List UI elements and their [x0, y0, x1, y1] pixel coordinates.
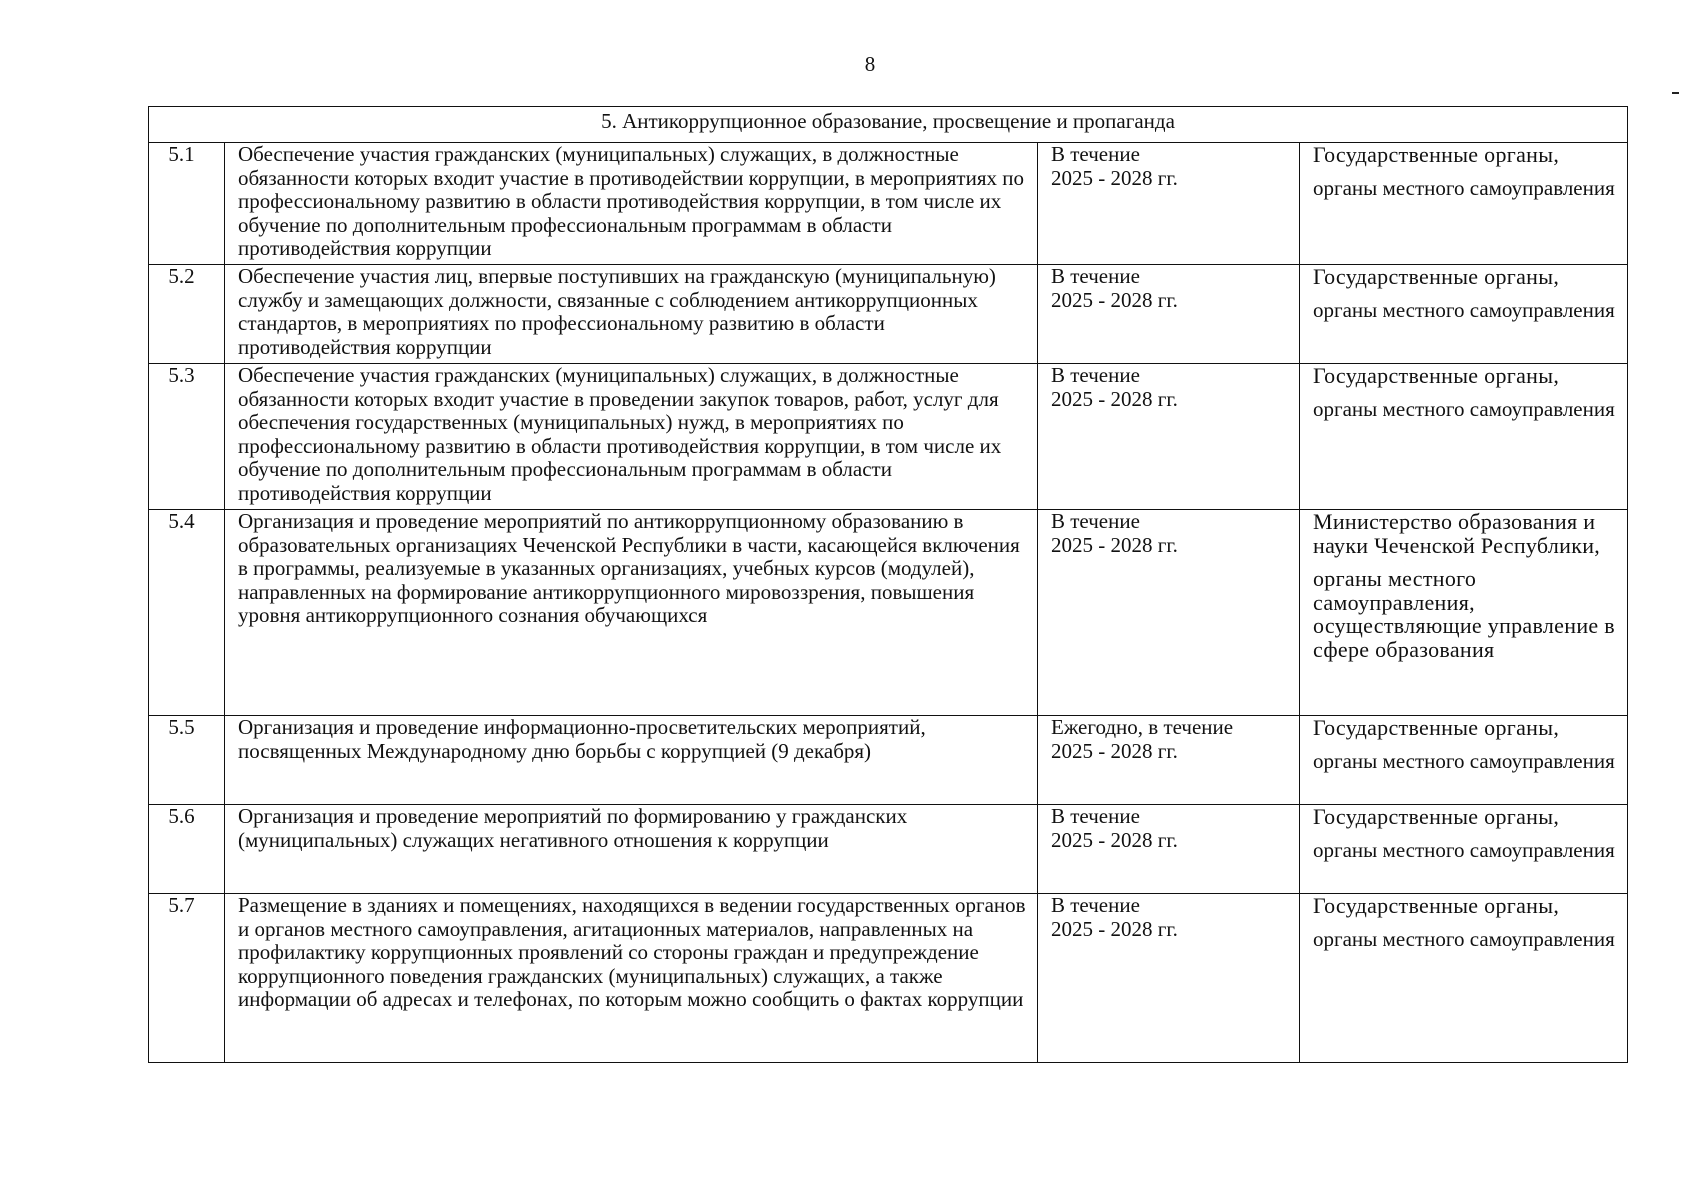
period-cell — [1038, 143, 1300, 265]
period-line: 2025 - 2028 гг. — [1051, 532, 1178, 557]
period-line: В течение — [1051, 142, 1140, 166]
row-number: 5.5 — [149, 716, 225, 805]
table-row — [149, 364, 1628, 510]
action-text: Обеспечение участия гражданских (муниципальных) служащих, в должностные обязанности которых входит участие в проведении закупок товаров, работ, услуг для обеспечения государственных (муниципальных) нужд, в мероприятиях по профессиональному развитию в области противодействия коррупции, в том числе их обучение по дополнительным профессиональным программам в области противодействия коррупции — [225, 364, 1038, 510]
period-line: 2025 - 2028 гг. — [1051, 165, 1178, 190]
period-cell — [1038, 265, 1300, 364]
period-line: 2025 - 2028 гг. — [1051, 827, 1178, 852]
executor: Государственные органы, — [1313, 715, 1560, 740]
row-number: 5.1 — [149, 143, 225, 265]
action-plan-table — [148, 106, 1628, 1063]
table-row — [149, 143, 1628, 265]
action-text: Обеспечение участия лиц, впервые поступивших на гражданскую (муниципальную) службу и замещающих должности, связанные с соблюдением антикоррупционных стандартов, в мероприятиях по профессиональному развитию в области противодействия коррупции — [225, 265, 1038, 364]
row-number: 5.6 — [149, 805, 225, 894]
action-text: Организация и проведение информационно-просветительских мероприятий, посвященных Международному дню борьбы с коррупцией (9 декабря) — [225, 716, 1038, 805]
period-line: Ежегодно, в течение — [1051, 715, 1234, 739]
row-number: 5.7 — [149, 894, 225, 1063]
action-text: Обеспечение участия гражданских (муниципальных) служащих, в должностные обязанности которых входит участие в противодействии коррупции, в мероприятиях по профессиональному развитию в области противодействия коррупции, в том числе их обучение по дополнительным профессиональным программам в области противодействия коррупции — [225, 143, 1038, 265]
executor: Государственные органы, — [1313, 893, 1560, 918]
period-cell — [1038, 805, 1300, 894]
executor: органы местного самоуправления — [1313, 837, 1615, 862]
period-cell — [1038, 510, 1300, 716]
period-line: В течение — [1051, 893, 1140, 917]
row-number: 5.4 — [149, 510, 225, 716]
period-cell — [1038, 364, 1300, 510]
period-cell — [1038, 716, 1300, 805]
period-line: В течение — [1051, 804, 1140, 828]
table-row — [149, 510, 1628, 716]
executor: органы местного самоуправления — [1313, 926, 1615, 951]
section-title: 5. Антикоррупционное образование, просвещение и пропаганда — [149, 107, 1628, 143]
action-text: Размещение в зданиях и помещениях, находящихся в ведении государственных органов и органов местного самоуправления, агитационных материалов, направленных на профилактику коррупционных проявлений со стороны граждан и предупреждение коррупционного поведения гражданских (муниципальных) служащих, а также информации об адресах и телефонах, по которым можно сообщить о фактах коррупции — [225, 894, 1038, 1063]
executor: Государственные органы, — [1313, 363, 1560, 388]
executor: Министерство образования и науки Чеченской Республики, — [1313, 509, 1601, 558]
executor: органы местного самоуправления — [1313, 175, 1615, 200]
period-line: В течение — [1051, 509, 1140, 533]
action-text: Организация и проведение мероприятий по антикоррупционному образованию в образовательных организациях Чеченской Республики в части, касающейся включения в программы, реализуемые в указанных организациях, учебных курсов (модулей), направленных на формирование антикоррупционного мировоззрения, повышения уровня антикоррупционного сознания обучающихся — [225, 510, 1038, 716]
period-cell — [1038, 894, 1300, 1063]
period-line: В течение — [1051, 363, 1140, 387]
executors-cell — [1300, 143, 1628, 265]
executor: Государственные органы, — [1313, 804, 1560, 829]
period-line: 2025 - 2028 гг. — [1051, 916, 1178, 941]
page-number: 8 — [864, 52, 876, 76]
executor: органы местного самоуправления — [1313, 748, 1615, 773]
row-number: 5.3 — [149, 364, 225, 510]
period-line: 2025 - 2028 гг. — [1051, 287, 1178, 312]
executor: органы местного самоуправления, осуществляющие управление в сфере образования — [1313, 566, 1615, 662]
executor: органы местного самоуправления — [1313, 396, 1615, 421]
table-row — [149, 716, 1628, 805]
margin-mark — [1672, 92, 1679, 94]
executors-cell — [1300, 805, 1628, 894]
period-line: 2025 - 2028 гг. — [1051, 738, 1178, 763]
executors-cell — [1300, 716, 1628, 805]
executor: органы местного самоуправления — [1313, 297, 1615, 322]
executors-cell — [1300, 510, 1628, 716]
period-line: В течение — [1051, 264, 1140, 288]
action-text: Организация и проведение мероприятий по формированию у гражданских (муниципальных) служащих негативного отношения к коррупции — [225, 805, 1038, 894]
table-row — [149, 265, 1628, 364]
executor: Государственные органы, — [1313, 142, 1560, 167]
executors-cell — [1300, 364, 1628, 510]
executor: Государственные органы, — [1313, 264, 1560, 289]
row-number: 5.2 — [149, 265, 225, 364]
period-line: 2025 - 2028 гг. — [1051, 386, 1178, 411]
section-header-row — [149, 107, 1628, 143]
executors-cell — [1300, 265, 1628, 364]
table-row — [149, 894, 1628, 1063]
table-row — [149, 805, 1628, 894]
executors-cell — [1300, 894, 1628, 1063]
